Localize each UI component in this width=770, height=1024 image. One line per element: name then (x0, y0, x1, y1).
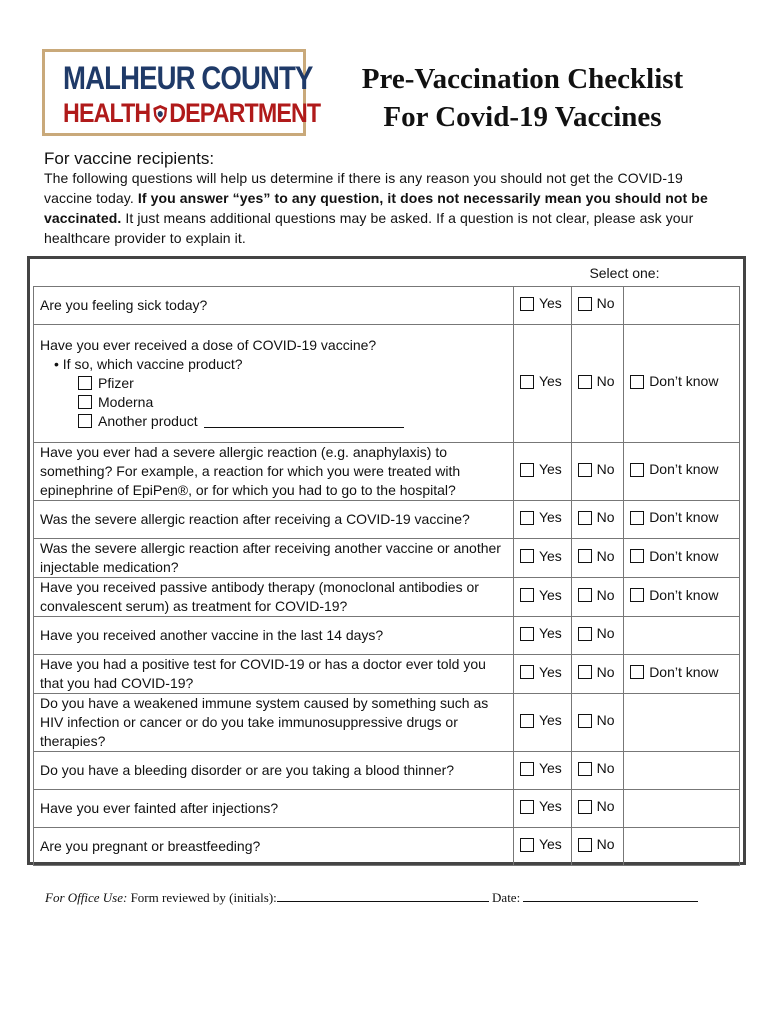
no-option[interactable] (578, 508, 615, 527)
checkbox[interactable] (578, 762, 592, 776)
no-option[interactable] (578, 759, 615, 778)
yes-option[interactable] (520, 460, 562, 479)
reviewed-label: Form reviewed by (initials): (130, 890, 277, 905)
product-label: Pfizer (98, 374, 134, 391)
checklist-table (33, 262, 740, 866)
checkbox[interactable] (520, 714, 534, 728)
table-row (34, 616, 740, 654)
checkbox[interactable] (520, 627, 534, 641)
checkbox[interactable] (578, 627, 592, 641)
option-label: Yes (538, 625, 562, 642)
checkbox[interactable] (520, 762, 534, 776)
table-row (34, 324, 740, 442)
checkbox[interactable] (78, 376, 92, 390)
dont-know-option[interactable] (630, 460, 718, 479)
option-label: No (596, 373, 615, 390)
option-label: Yes (538, 586, 562, 603)
no-option[interactable] (578, 294, 615, 313)
other-product-field[interactable] (204, 415, 404, 428)
no-option[interactable] (578, 372, 615, 391)
intro-paragraph (44, 168, 724, 248)
question-text: Do you have a bleeding disorder or are you taking a blood thinner? (34, 751, 514, 789)
checkbox[interactable] (578, 665, 592, 679)
checkbox[interactable] (578, 800, 592, 814)
question-text: Do you have a weakened immune system caused by something such as HIV infection or cancer or do you take immunosuppressive drugs or therapies? (34, 693, 514, 751)
question-text: Have you ever received a dose of COVID-19 vaccine? (40, 336, 377, 353)
no-option[interactable] (578, 624, 615, 643)
logo-county-name: MALHEUR COUNTY (63, 60, 313, 96)
bullet-text: If so, which vaccine product? (62, 355, 243, 372)
seal-icon (151, 100, 168, 120)
checkbox[interactable] (520, 549, 534, 563)
checkbox[interactable] (78, 414, 92, 428)
option-label: Yes (538, 760, 562, 777)
table-header-row (34, 262, 740, 286)
checkbox[interactable] (630, 665, 644, 679)
yes-option[interactable] (520, 372, 562, 391)
checkbox[interactable] (578, 714, 592, 728)
yes-option[interactable] (520, 294, 562, 313)
option-label: Don’t know (649, 547, 719, 564)
table-row (34, 577, 740, 616)
no-option[interactable] (578, 586, 615, 605)
office-use-label: For Office Use: (45, 890, 128, 905)
dont-know-option[interactable] (630, 372, 718, 391)
yes-option[interactable] (520, 797, 562, 816)
dont-know-option[interactable] (630, 663, 718, 682)
no-option[interactable] (578, 547, 615, 566)
checkbox[interactable] (520, 838, 534, 852)
checkbox[interactable] (520, 588, 534, 602)
option-label: No (596, 836, 615, 853)
page-title (330, 60, 715, 136)
yes-option[interactable] (520, 759, 562, 778)
question-text: Have you ever had a severe allergic reaction (e.g. anaphylaxis) to something? For example, a reaction for which you were treated with epinephrine of EpiPen®, or for which you had to go to the hospital? (34, 442, 514, 500)
date-field[interactable] (523, 890, 698, 902)
option-label: Don’t know (649, 509, 719, 526)
product-option-pfizer[interactable] (40, 374, 507, 393)
checkbox[interactable] (578, 549, 592, 563)
no-option[interactable] (578, 711, 615, 730)
option-label: Yes (538, 712, 562, 729)
option-label: Yes (538, 547, 562, 564)
option-label: Don’t know (649, 663, 719, 680)
yes-option[interactable] (520, 508, 562, 527)
logo-text-department: DEPARTMENT (169, 98, 321, 128)
option-label: Yes (538, 461, 562, 478)
initials-field[interactable] (277, 890, 489, 902)
product-option-other[interactable] (40, 412, 507, 431)
checkbox[interactable] (578, 463, 592, 477)
table-row (34, 538, 740, 577)
no-option[interactable] (578, 835, 615, 854)
option-label: No (596, 461, 615, 478)
table-row (34, 827, 740, 865)
checkbox[interactable] (520, 511, 534, 525)
table-row (34, 500, 740, 538)
checkbox[interactable] (630, 511, 644, 525)
date-label: Date: (492, 890, 521, 905)
no-option[interactable] (578, 797, 615, 816)
checkbox[interactable] (578, 297, 592, 311)
table-row (34, 693, 740, 751)
table-row (34, 654, 740, 693)
yes-option[interactable] (520, 547, 562, 566)
checkbox[interactable] (630, 588, 644, 602)
title-line-1: Pre-Vaccination Checklist (361, 63, 684, 95)
title-line-2: For Covid-19 Vaccines (383, 101, 662, 133)
no-option[interactable] (578, 460, 615, 479)
table-row (34, 751, 740, 789)
question-text: Was the severe allergic reaction after receiving a COVID-19 vaccine? (34, 500, 514, 538)
select-one-label: Select one: (513, 262, 739, 286)
option-label: No (596, 586, 615, 603)
logo-department-name (63, 98, 321, 129)
option-label: Yes (538, 509, 562, 526)
intro-text-2: It just means additional questions may be asked. If a question is not clear, please ask your healthcare provider to explain it. (44, 210, 694, 246)
option-label: No (596, 625, 615, 642)
option-label: Yes (538, 663, 562, 680)
yes-option[interactable] (520, 835, 562, 854)
checkbox[interactable] (578, 511, 592, 525)
recipients-heading: For vaccine recipients: (44, 149, 215, 168)
option-label: No (596, 547, 615, 564)
question-cell (34, 324, 514, 442)
option-label: Don’t know (649, 373, 719, 390)
option-label: Yes (538, 798, 562, 815)
option-label: Don’t know (649, 586, 719, 603)
dont-know-option[interactable] (630, 547, 718, 566)
yes-option[interactable] (520, 663, 562, 682)
office-use-footer (45, 890, 745, 906)
checkbox[interactable] (78, 395, 92, 409)
checkbox[interactable] (630, 549, 644, 563)
option-label: No (596, 798, 615, 815)
checkbox[interactable] (630, 463, 644, 477)
dont-know-option[interactable] (630, 508, 718, 527)
intro-bold: If you answer “yes” to any question, it does not necessarily mean you should not be vaccinated. (44, 190, 708, 226)
question-text: Was the severe allergic reaction after receiving another vaccine or another injectable medication? (34, 538, 514, 577)
option-label: No (596, 295, 615, 312)
yes-option[interactable] (520, 624, 562, 643)
product-option-moderna[interactable] (40, 393, 507, 412)
question-text: Have you received another vaccine in the last 14 days? (34, 616, 514, 654)
question-text: Have you received passive antibody therapy (monoclonal antibodies or convalescent serum) as treatment for COVID-19? (34, 577, 514, 616)
option-label: No (596, 760, 615, 777)
yes-option[interactable] (520, 711, 562, 730)
option-label: Don’t know (649, 461, 719, 478)
intro-text-1: The following questions will help us determine if there is any reason you should not get the COVID-19 vaccine today. (44, 170, 683, 206)
question-text: Have you had a positive test for COVID-19 or has a doctor ever told you that you had COVID-19? (34, 654, 514, 693)
checkbox[interactable] (578, 375, 592, 389)
checkbox[interactable] (630, 375, 644, 389)
dont-know-option[interactable] (630, 586, 718, 605)
checkbox[interactable] (520, 375, 534, 389)
county-logo (42, 49, 321, 136)
option-label: Yes (538, 373, 562, 390)
checkbox[interactable] (578, 838, 592, 852)
product-label: Another product (98, 412, 198, 429)
table-row (34, 286, 740, 324)
question-text: Are you feeling sick today? (34, 286, 514, 324)
question-text: Have you ever fainted after injections? (34, 789, 514, 827)
option-label: Yes (538, 295, 562, 312)
option-label: No (596, 509, 615, 526)
logo-text-health: HEALTH (63, 98, 151, 128)
question-bullet: • If so, which vaccine product? (54, 355, 243, 372)
checkbox[interactable] (520, 463, 534, 477)
option-label: No (596, 712, 615, 729)
option-label: Yes (538, 836, 562, 853)
product-label: Moderna (98, 393, 154, 410)
question-text: Are you pregnant or breastfeeding? (34, 827, 514, 865)
checkbox[interactable] (520, 665, 534, 679)
table-row (34, 789, 740, 827)
yes-option[interactable] (520, 586, 562, 605)
option-label: No (596, 663, 615, 680)
checkbox[interactable] (578, 588, 592, 602)
checkbox[interactable] (520, 800, 534, 814)
no-option[interactable] (578, 663, 615, 682)
checkbox[interactable] (520, 297, 534, 311)
table-row (34, 442, 740, 500)
